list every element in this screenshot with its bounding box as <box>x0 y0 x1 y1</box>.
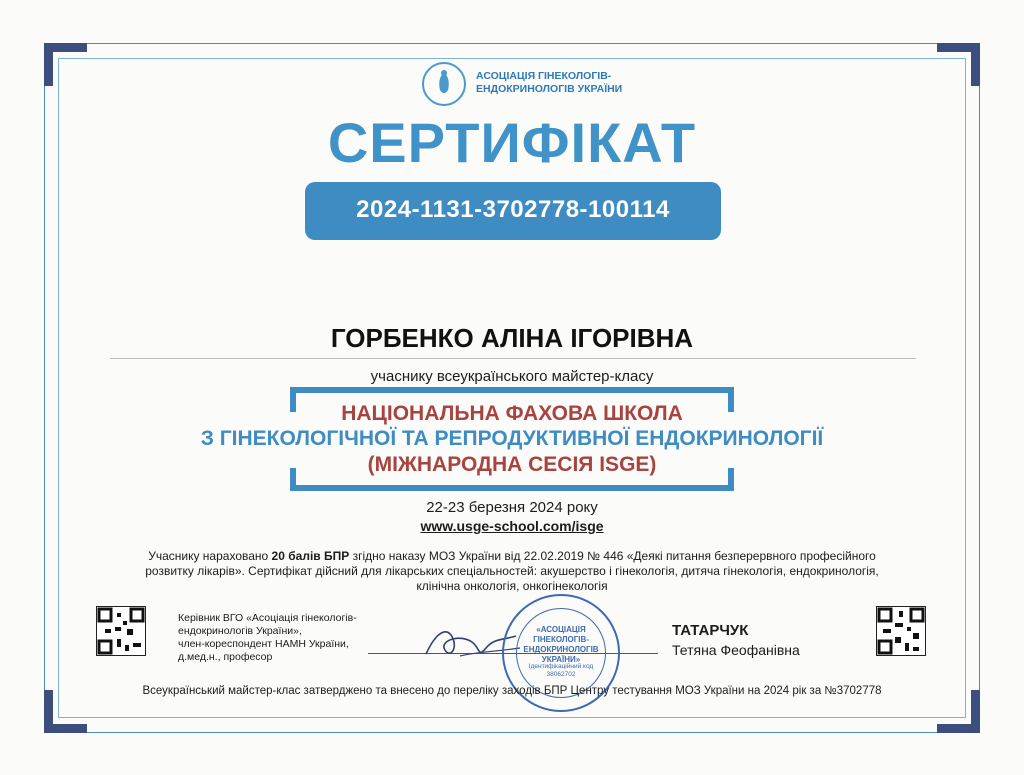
certificate-number: 2024-1131-3702778-100114 <box>356 196 670 223</box>
head-line-3: член-кореспондент НАМН України, <box>178 638 349 650</box>
signer-surname: ТАТАРЧУК <box>672 622 749 639</box>
signer-first-name: Тетяна Феофанівна <box>672 642 800 658</box>
school-title-line-2: З ГІНЕКОЛОГІЧНОЇ ТА РЕПРОДУКТИВНОЇ ЕНДОКРИНОЛОГІЇ <box>200 427 824 450</box>
corner-decoration-top-right <box>937 43 980 86</box>
stamp-code-label: Ідентифікаційний код <box>528 663 594 670</box>
stamp-text <box>502 625 620 665</box>
event-dates: 22-23 березня 2024 року <box>426 499 598 516</box>
stamp-line-3: ЕНДОКРИНОЛОГІВ <box>523 645 599 654</box>
school-title-line-3: (МІЖНАРОДНА СЕСІЯ ISGE) <box>367 453 657 476</box>
school-title-line-1: НАЦІОНАЛЬНА ФАХОВА ШКОЛА <box>341 402 683 425</box>
credit-points: 20 балів БПР <box>271 549 350 563</box>
corner-decoration-top-left <box>44 43 87 86</box>
certificate-title: СЕРТИФІКАТ <box>327 111 697 174</box>
head-description <box>178 612 368 664</box>
head-line-4: д.мед.н., професор <box>178 651 273 663</box>
stamp-line-2: ГІНЕКОЛОГІВ- <box>533 635 589 644</box>
credit-info-prefix: Учаснику нараховано <box>148 549 272 563</box>
stamp-line-4: УКРАЇНИ» <box>541 655 581 664</box>
participant-text: учаснику всеукраїнського майстер-класу <box>370 368 654 385</box>
association-logo <box>422 62 622 112</box>
stamp-code <box>502 663 620 679</box>
logo-text <box>476 70 626 96</box>
head-line-2: ендокринологів України», <box>178 625 302 637</box>
stamp-line-1: «АСОЦІАЦІЯ <box>536 625 586 634</box>
footer-text: Всеукраїнський майстер-клас затверджено та внесено до переліку заходів БПР Центру тестування МОЗ України на 2024 рік за №3702778 <box>142 685 882 697</box>
stamp-code-value: 38062702 <box>546 671 576 678</box>
qr-code-right-icon[interactable] <box>876 606 926 656</box>
credit-info <box>140 549 884 594</box>
credit-info-suffix: згідно наказу МОЗ України від 22.02.2019 № 446 «Деякі питання безперервного професійного розвитку лікарів». Сертифікат дійсний для лікарських спеціальностей: акушерство і гінекологія, дитяча гінекологія, ендокринологія, клінічна онкологія, онкогінекологія <box>145 549 879 593</box>
website-link[interactable]: www.usge-school.com/isge <box>420 518 604 534</box>
qr-code-left-icon[interactable] <box>96 606 146 656</box>
name-underline <box>110 358 916 359</box>
logo-emblem-icon <box>422 62 466 106</box>
logo-line-1: АСОЦІАЦІЯ ГІНЕКОЛОГІВ- <box>476 70 612 82</box>
head-line-1: Керівник ВГО «Асоціація гінекологів- <box>178 612 357 624</box>
logo-line-2: ЕНДОКРИНОЛОГІВ УКРАЇНИ <box>476 83 623 95</box>
recipient-name: ГОРБЕНКО АЛІНА ІГОРІВНА <box>330 323 694 353</box>
